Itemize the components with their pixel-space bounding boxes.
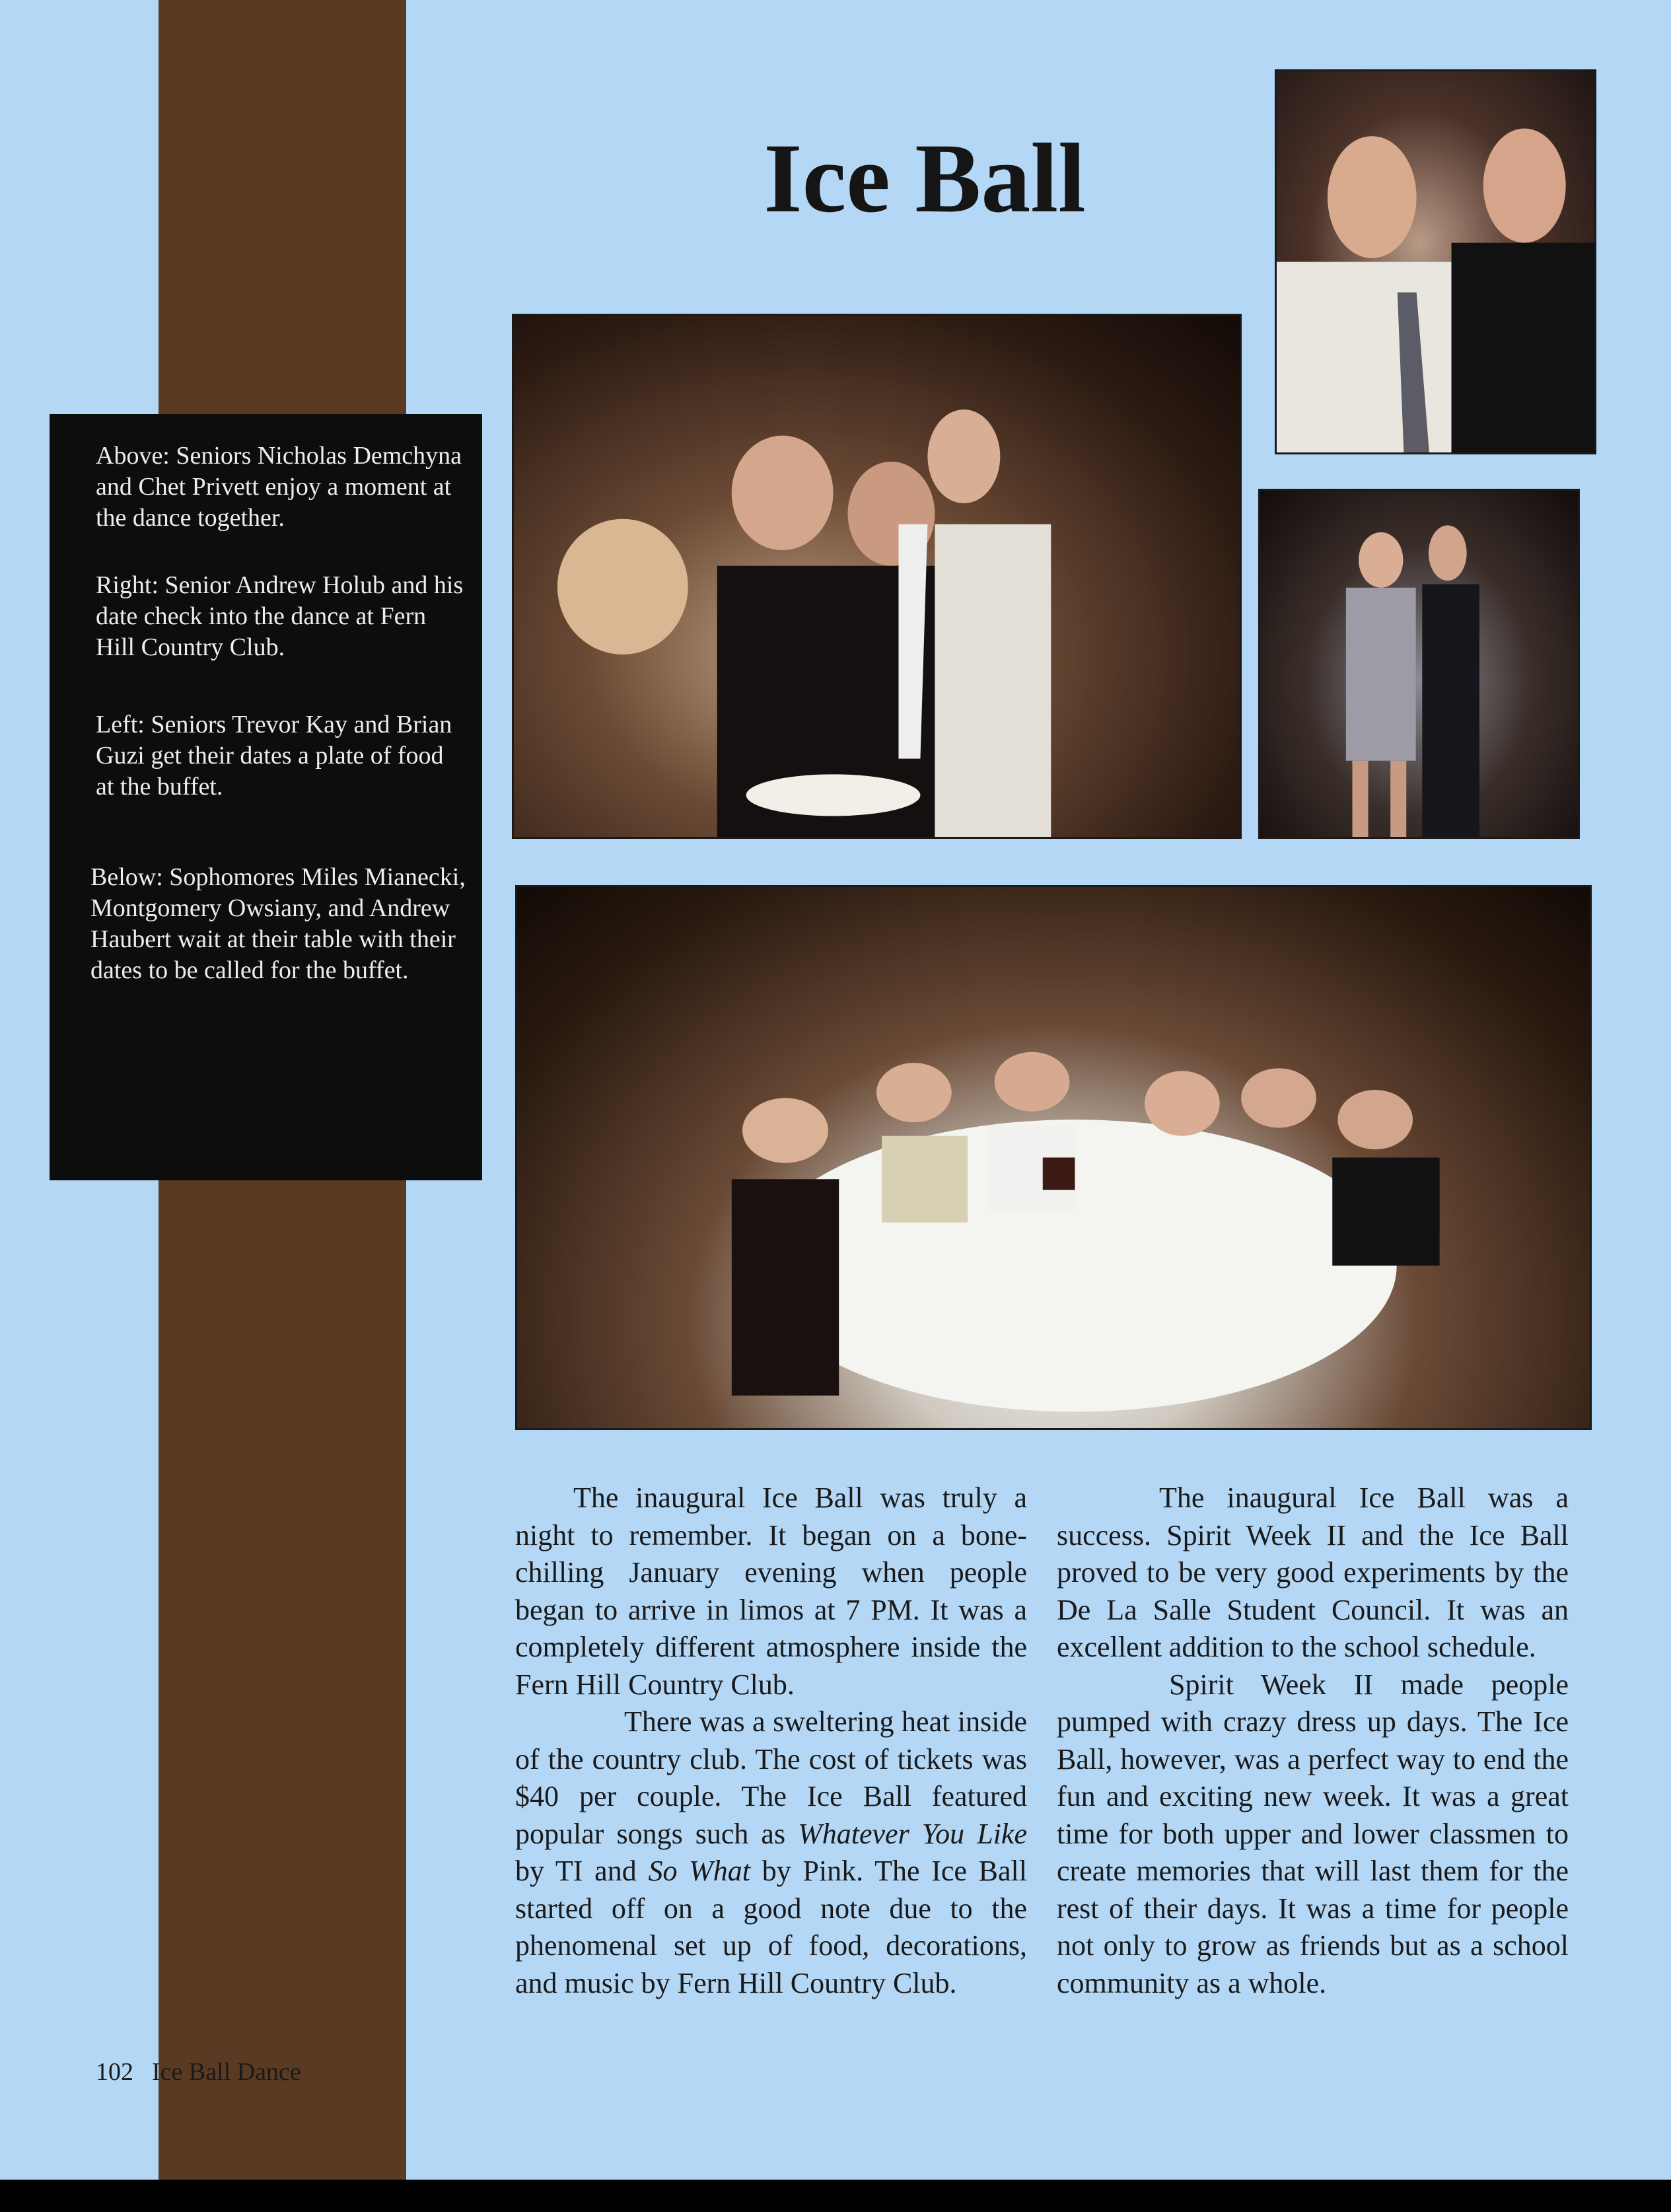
photo-buffet-illustration	[514, 316, 1240, 837]
photo-andrew-holub-checkin	[1258, 489, 1580, 839]
photo-buffet-line	[512, 314, 1242, 839]
photo-seniors-illustration	[1277, 71, 1594, 452]
song-title: Whatever You Like	[798, 1817, 1027, 1850]
caption-right: Right: Senior Andrew Holub and his date check into the dance at Fern Hill Country Club.	[96, 571, 464, 661]
footer-section-title: Ice Ball Dance	[152, 2058, 301, 2086]
song-title: So What	[648, 1855, 751, 1887]
page-footer	[96, 2057, 301, 2087]
article-column-right	[1057, 1480, 1569, 2002]
photo-checkin-illustration	[1260, 491, 1578, 837]
caption-above: Above: Seniors Nicholas Demchyna and Chet Privett enjoy a moment at the dance together.	[96, 442, 462, 532]
photo-table-illustration	[517, 887, 1590, 1428]
article-paragraph: The inaugural Ice Ball was a success. Spirit Week II and the Ice Ball proved to be very good experiments by the De La Salle Student Council. It was an excellent addition to the school schedule.	[1057, 1481, 1569, 1663]
article-paragraph: There was a sweltering heat inside of the country club. The cost of tickets was $40 per couple. The Ice Ball featured popular songs such as Whatever You Like by TI and So What by Pink. The Ice Ball started off on a good note due to the phenomenal set up of food, decorations, and music by Fern Hill Country Club.	[515, 1705, 1028, 1999]
article-paragraph: The inaugural Ice Ball was truly a night to remember. It began on a bone- chilling January evening when people began to arrive in limos at 7 PM. It was a completely different atmosphere inside the Fern Hill Country Club.	[515, 1481, 1027, 1701]
caption-left: Left: Seniors Trevor Kay and Brian Guzi get their dates a plate of food at the buffet.	[96, 711, 452, 801]
caption-box	[50, 414, 482, 1180]
photo-sophomores-table	[515, 885, 1592, 1430]
page-number: 102	[96, 2058, 133, 2086]
article-paragraph: Spirit Week II made people pumped with crazy dress up days. The Ice Ball, however, was a perfect way to end the fun and exciting new week. It was a great time for both upper and lower classmen to create memories that will last them for the rest of their days. It was a time for people not only to grow as friends but as a school community as a whole.	[1057, 1668, 1569, 1999]
caption-below: Below: Sophomores Miles Mianecki, Montgomery Owsiany, and Andrew Haubert wait at their table with their dates to be called for the buffet.	[90, 863, 466, 984]
article-column-left	[515, 1480, 1027, 2002]
page-title: Ice Ball	[764, 124, 1086, 233]
photo-seniors-nicholas-chet	[1275, 69, 1596, 454]
